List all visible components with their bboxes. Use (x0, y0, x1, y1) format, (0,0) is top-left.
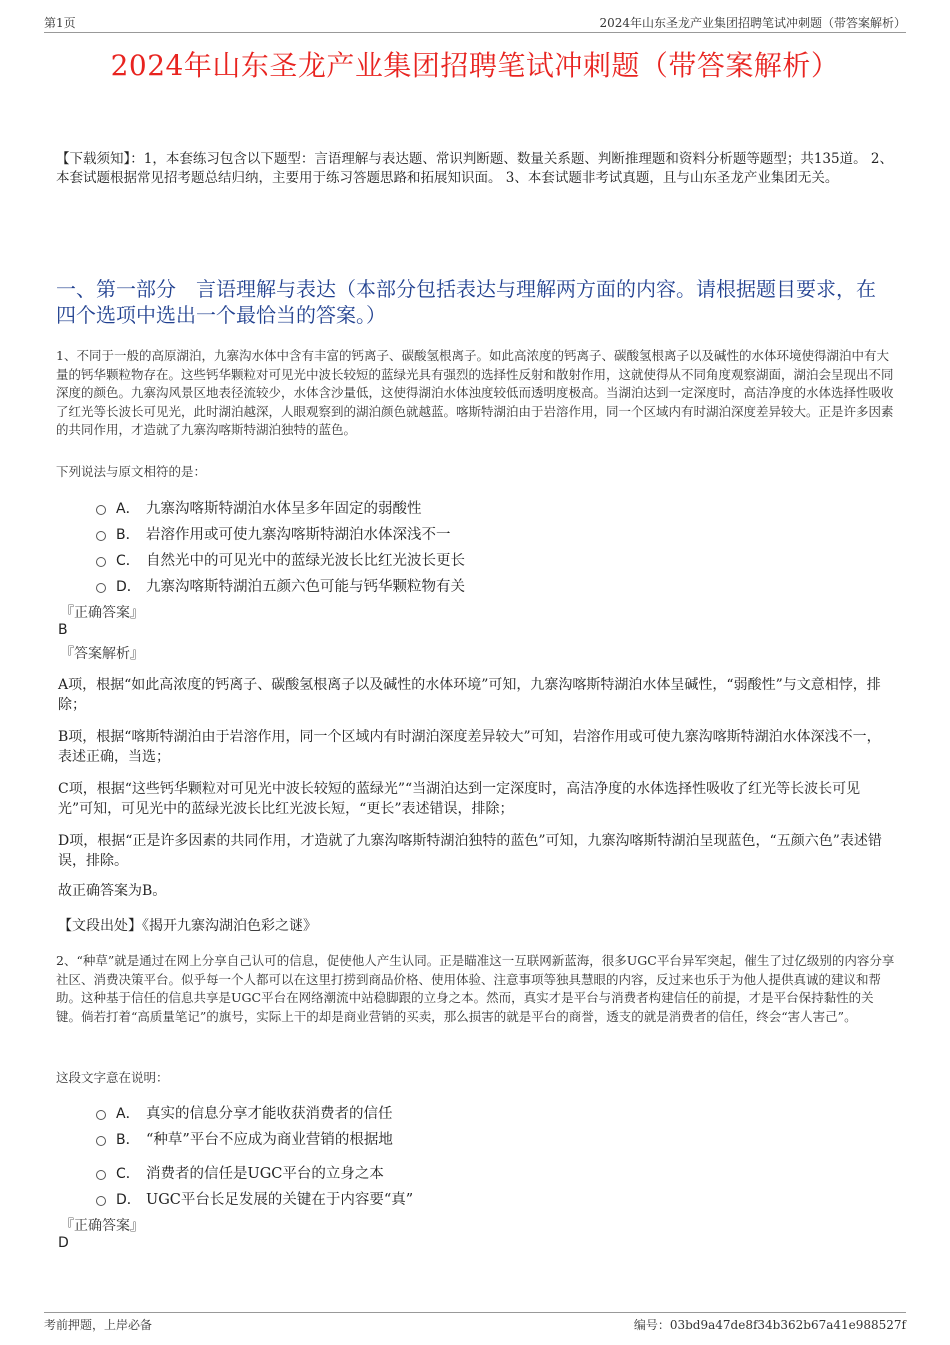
q1-analysis-a: A项，根据“如此高浓度的钙离子、碳酸氢根离子以及碱性的水体环境”可知，九寨沟喀斯特湖泊水体呈碱性，“弱酸性”与文意相悖，排除； (58, 677, 881, 713)
radio-icon[interactable] (96, 1196, 106, 1206)
radio-icon[interactable] (96, 531, 106, 541)
q1-answer-label: 『正确答案』 (60, 605, 144, 621)
q2-option-c[interactable]: C． 消费者的信任是UGC平台的立身之本 (96, 1162, 384, 1183)
q2-option-a[interactable]: A． 真实的信息分享才能收获消费者的信任 (96, 1102, 393, 1123)
q1-answer: B (58, 622, 68, 638)
q2-question: 这段文字意在说明： (56, 1070, 169, 1085)
download-notice: 【下载须知】：1，本套练习包含以下题型：言语理解与表达题、常识判断题、数量关系题、判断推理题和资料分析题等题型；共135道。 2、本套试题根据常见招考题总结归纳，主要用于练习答题思路和拓展知识面。 3、本套试题非考试真题，且与山东圣龙产业集团无关。 (56, 151, 893, 186)
radio-icon[interactable] (96, 1170, 106, 1180)
q2-option-d[interactable]: D． UGC平台长足发展的关键在于内容要“真” (96, 1188, 413, 1209)
q1-option-a[interactable]: A． 九寨沟喀斯特湖泊水体呈多年固定的弱酸性 (96, 497, 422, 518)
q1-option-b[interactable]: B． 岩溶作用或可使九寨沟喀斯特湖泊水体深浅不一 (96, 523, 451, 544)
radio-icon[interactable] (96, 1110, 106, 1120)
q1-analysis-c: C项，根据“这些钙华颗粒对可见光中波长较短的蓝绿光”“当湖泊达到一定深度时，高洁净度的水体选择性吸收了红光等长波长可见光”可知，可见光中的蓝绿光波长比红光波长短，“更长”表述错误，排除； (58, 781, 861, 817)
document-title: 2024年山东圣龙产业集团招聘笔试冲刺题（带答案解析） (110, 49, 840, 82)
q1-analysis-label: 『答案解析』 (60, 646, 144, 662)
q1-source: 【文段出处】《揭开九寨沟湖泊色彩之谜》 (58, 918, 317, 934)
header-doc-title: 2024年山东圣龙产业集团招聘笔试冲刺题（带答案解析） (599, 16, 906, 30)
radio-icon[interactable] (96, 583, 106, 593)
radio-icon[interactable] (96, 505, 106, 515)
q2-answer-label: 『正确答案』 (60, 1218, 144, 1234)
q1-analysis-b: B项，根据“喀斯特湖泊由于岩溶作用，同一个区域内有时湖泊深度差异较大”可知，岩溶作用或可使九寨沟喀斯特湖泊水体深浅不一，表述正确，当选； (58, 729, 881, 765)
radio-icon[interactable] (96, 1136, 106, 1146)
page-footer (44, 1312, 906, 1333)
q1-conclusion: 故正确答案为B。 (58, 883, 167, 899)
q2-option-b[interactable]: B． “种草”平台不应成为商业营销的根据地 (96, 1128, 393, 1149)
q1-option-d[interactable]: D． 九寨沟喀斯特湖泊五颜六色可能与钙华颗粒物有关 (96, 575, 465, 596)
q2-answer: D (58, 1235, 69, 1251)
q2-passage: 2、“种草”就是通过在网上分享自己认可的信息，促使他人产生认同。正是瞄准这一互联网新蓝海，很多UGC平台异军突起，催生了过亿级别的内容分享社区、消费决策平台。似乎每一个人都可以在这里打捞到商品价格、使用体验、注意事项等独具慧眼的内容，反过来也乐于为他人提供真诚的建议和帮助。这种基于信任的信息共享是UGC平台在网络潮流中站稳脚跟的立身之本。然而，真实才是平台与消费者构建信任的前提，才是平台保持黏性的关键。倘若打着“高质量笔记”的旗号，实际上干的却是商业营销的买卖，那么损害的就是平台的商誉，透支的就是消费者的信任，终会“害人害己”。 (56, 953, 895, 1024)
footer-slogan: 考前押题，上岸必备 (44, 1318, 153, 1332)
q1-passage: 1、不同于一般的高原湖泊，九寨沟水体中含有丰富的钙离子、碳酸氢根离子。如此高浓度的钙离子、碳酸氢根离子以及碱性的水体环境使得湖泊中有大量的钙华颗粒物存在。这些钙华颗粒对可见光中波长较短的蓝绿光具有强烈的选择性反射和散射作用，这就使得从不同角度观察湖面，湖泊会呈现出不同深度的颜色。九寨沟风景区地表径流较少，水体含沙量低，这使得湖泊水体浊度较低而透明度极高。当湖泊达到一定深度时，高洁净度的水体选择性吸收了红光等长波长可见光，此时湖泊越深，人眼观察到的湖泊颜色就越蓝。喀斯特湖泊由于岩溶作用，同一个区域内有时湖泊深度差异较大。正是许多因素的共同作用，才造就了九寨沟喀斯特湖泊独特的蓝色。 (56, 348, 894, 437)
page-header (44, 14, 906, 33)
section-heading: 一、第一部分 言语理解与表达（本部分包括表达与理解两方面的内容。请根据题目要求，在四个选项中选出一个最恰当的答案。） (56, 277, 876, 327)
page-number: 第1页 (44, 16, 76, 30)
q1-analysis-d: D项，根据“正是许多因素的共同作用，才造就了九寨沟喀斯特湖泊独特的蓝色”可知，九寨沟喀斯特湖泊呈现蓝色，“五颜六色”表述错误，排除。 (58, 833, 882, 869)
radio-icon[interactable] (96, 557, 106, 567)
document-id: 编号：03bd9a47de8f34b362b67a41e988527f (633, 1318, 906, 1332)
q1-question: 下列说法与原文相符的是： (56, 464, 207, 479)
q1-option-c[interactable]: C． 自然光中的可见光中的蓝绿光波长比红光波长更长 (96, 549, 465, 570)
